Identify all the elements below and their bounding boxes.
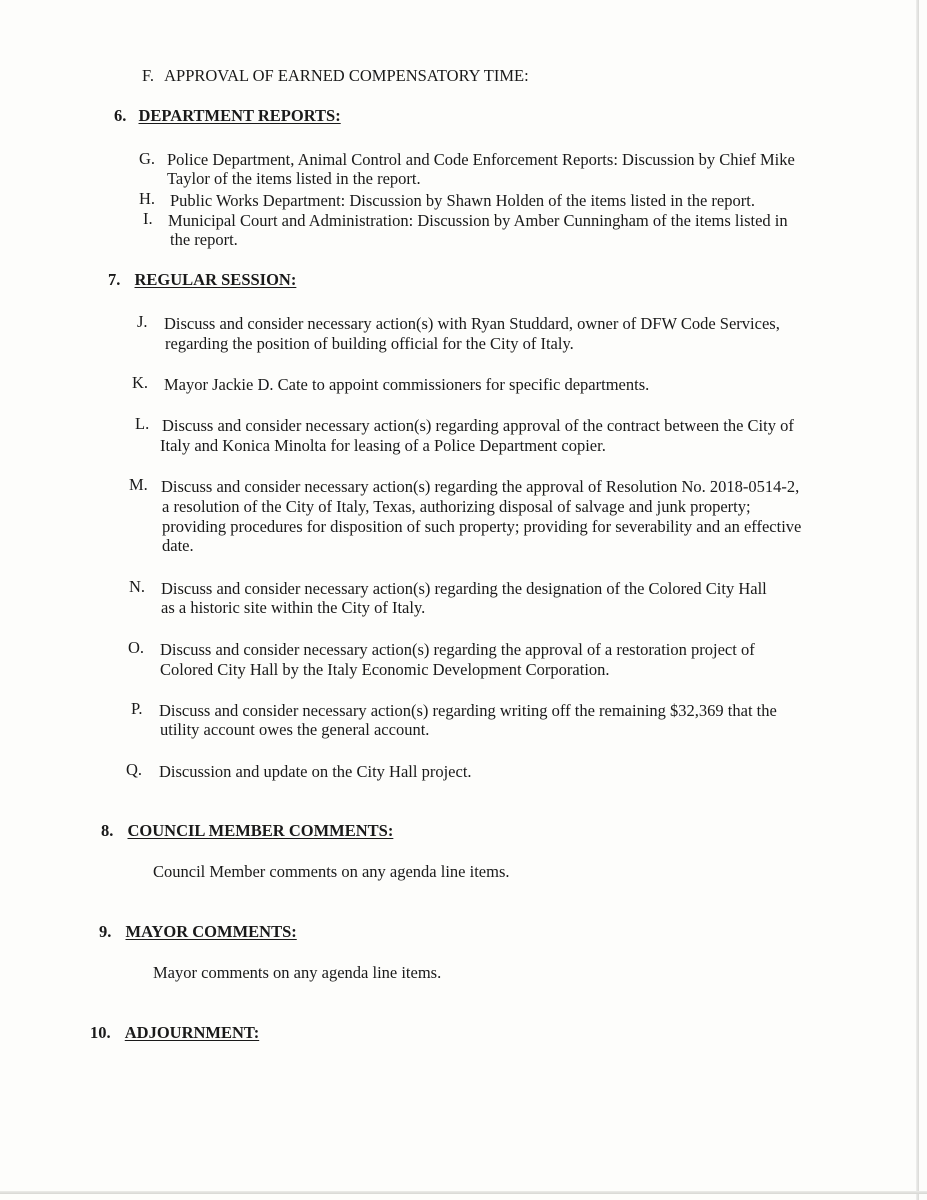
agenda-item-m-line2: a resolution of the City of Italy, Texas, authorizing disposal of salvage and junk property; [162,497,751,516]
page-edge [916,0,919,1200]
agenda-item-o-line2: Colored City Hall by the Italy Economic Development Corporation. [160,660,610,679]
agenda-item-o-line1: Discuss and consider necessary action(s) regarding the approval of a restoration project of [160,640,755,659]
agenda-item-l-line2: Italy and Konica Minolta for leasing of a Police Department copier. [160,436,606,455]
page-edge [0,1191,927,1194]
section-heading-council-member-comments [101,821,393,841]
section-number: 8. [101,821,114,840]
section-heading-department-reports [114,106,341,126]
item-letter: F. [142,66,154,85]
agenda-item-k-line1: Mayor Jackie D. Cate to appoint commissioners for specific departments. [164,375,650,394]
agenda-item-n-line1: Discuss and consider necessary action(s) regarding the designation of the Colored City Hall [161,579,767,598]
agenda-item-g-line1: Police Department, Animal Control and Code Enforcement Reports: Discussion by Chief Mike [167,150,795,169]
section-number: 10. [90,1023,111,1042]
agenda-item-j-line1: Discuss and consider necessary action(s) with Ryan Studdard, owner of DFW Code Services, [164,314,780,333]
agenda-item-j-line2: regarding the position of building official for the City of Italy. [165,334,574,353]
agenda-item-m-line1: Discuss and consider necessary action(s) regarding the approval of Resolution No. 2018-0514-2, [161,477,800,496]
agenda-item-g-line2: Taylor of the items listed in the report. [167,169,421,188]
section-number: 9. [99,922,112,941]
section-title: DEPARTMENT REPORTS: [138,106,341,125]
agenda-item-f [142,66,529,86]
agenda-item-h-letter: H. [139,189,156,208]
agenda-item-q-line1: Discussion and update on the City Hall project. [159,762,472,781]
section-heading-adjournment [90,1023,259,1043]
agenda-item-m-line3: providing procedures for disposition of such property; providing for severability and an effective [162,517,802,536]
agenda-item-p-letter: P. [131,699,143,718]
agenda-item-i-line2: the report. [170,230,238,249]
item-text: APPROVAL OF EARNED COMPENSATORY TIME: [164,66,529,85]
agenda-item-m-line4: date. [162,536,194,555]
section-body-council-member-comments: Council Member comments on any agenda line items. [153,862,510,881]
section-number: 6. [114,106,127,125]
agenda-item-p-line2: utility account owes the general account. [160,720,430,739]
agenda-item-l-letter: L. [135,414,150,433]
agenda-item-h-line1: Public Works Department: Discussion by Shawn Holden of the items listed in the report. [170,191,755,210]
agenda-item-k-letter: K. [132,373,149,392]
section-title: COUNCIL MEMBER COMMENTS: [127,821,394,840]
agenda-item-i-letter: I. [143,209,153,228]
section-number: 7. [108,270,121,289]
agenda-item-q-letter: Q. [126,760,143,779]
agenda-item-j-letter: J. [137,312,148,331]
agenda-item-n-line2: as a historic site within the City of Italy. [161,598,426,617]
agenda-item-n-letter: N. [129,577,146,596]
section-title: ADJOURNMENT: [124,1023,260,1042]
agenda-item-g-letter: G. [139,149,156,168]
agenda-item-l-line1: Discuss and consider necessary action(s) regarding approval of the contract between the City of [162,416,794,435]
agenda-item-m-letter: M. [129,475,148,494]
agenda-item-o-letter: O. [128,638,145,657]
section-body-mayor-comments: Mayor comments on any agenda line items. [153,963,442,982]
agenda-item-p-line1: Discuss and consider necessary action(s) regarding writing off the remaining $32,369 that the [159,701,777,720]
agenda-item-i-line1: Municipal Court and Administration: Discussion by Amber Cunningham of the items listed in [168,211,788,230]
section-title: REGULAR SESSION: [134,270,297,289]
section-heading-mayor-comments [99,922,297,942]
section-heading-regular-session [108,270,296,290]
section-title: MAYOR COMMENTS: [125,922,297,941]
